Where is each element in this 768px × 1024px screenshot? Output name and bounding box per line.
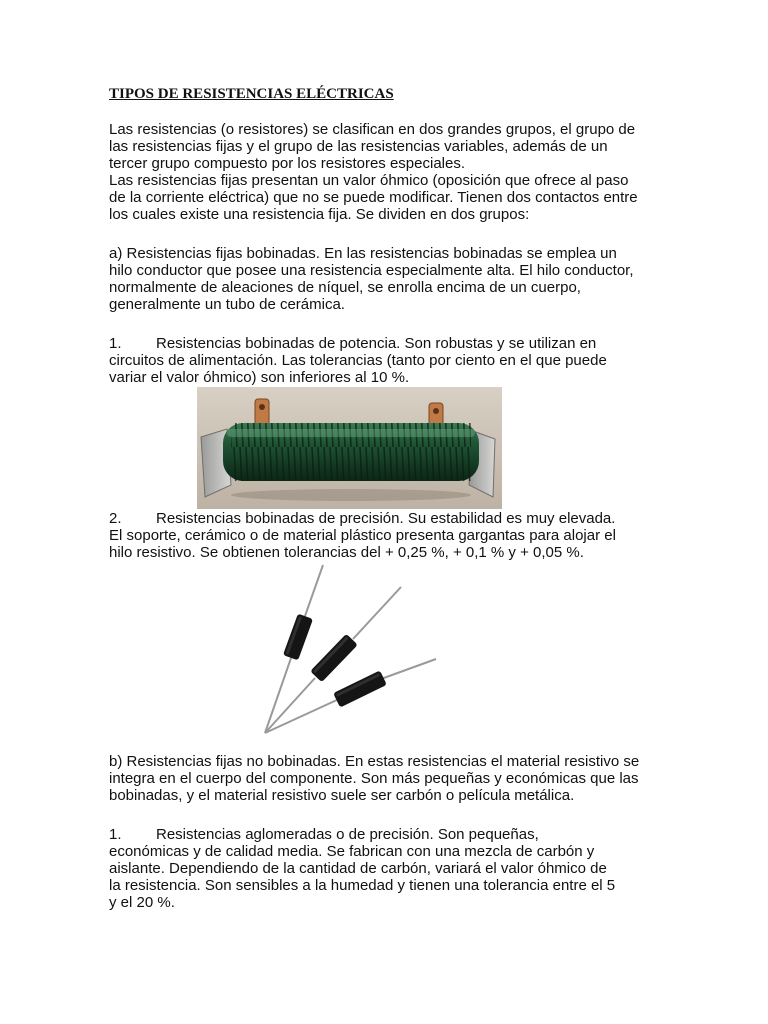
list-number: 2.: [109, 510, 122, 527]
text-line: bobinadas, y el material resistivo suele ser carbón o película metálica.: [109, 787, 575, 804]
text-line: [109, 510, 669, 527]
text-line: de la corriente eléctrica) que no se puede modificar. Tienen dos contactos entre: [109, 189, 638, 206]
power-resistor-icon: [197, 387, 502, 509]
list-number: 1.: [109, 335, 122, 352]
text-line-content: Resistencias aglomeradas o de precisión. Son pequeñas,: [156, 826, 539, 843]
text-line: Las resistencias fijas presentan un valor óhmico (oposición que ofrece al paso: [109, 172, 629, 189]
section-a-paragraph: [109, 245, 669, 313]
text-line-content: Resistencias bobinadas de potencia. Son robustas y se utilizan en: [156, 335, 597, 352]
text-line: variar el valor óhmico) son inferiores al 10 %.: [109, 369, 410, 386]
text-line: [109, 335, 669, 352]
text-line: las resistencias fijas y el grupo de las resistencias variables, además de un: [109, 138, 608, 155]
item-b1-paragraph: [109, 826, 669, 911]
text-line: la resistencia. Son sensibles a la humedad y tienen una tolerancia entre el 5: [109, 877, 616, 894]
text-line: los cuales existe una resistencia fija. Se dividen en dos grupos:: [109, 206, 530, 223]
text-line: normalmente de aleaciones de níquel, se enrolla encima de un cuerpo,: [109, 279, 581, 296]
text-line: [109, 826, 669, 843]
text-line: b) Resistencias fijas no bobinadas. En estas resistencias el material resistivo se: [109, 753, 640, 770]
text-line: hilo conductor que posee una resistencia especialmente alta. El hilo conductor,: [109, 262, 634, 279]
text-line: a) Resistencias fijas bobinadas. En las resistencias bobinadas se emplea un: [109, 245, 617, 262]
text-line: aislante. Dependiendo de la cantidad de carbón, variará el valor óhmico de: [109, 860, 607, 877]
text-line: tercer grupo compuesto por los resistores especiales.: [109, 155, 466, 172]
text-line-content: Resistencias bobinadas de precisión. Su estabilidad es muy elevada.: [156, 510, 616, 527]
intro-paragraph: [109, 121, 669, 223]
text-line: El soporte, cerámico o de material plástico presenta gargantas para alojar el: [109, 527, 616, 544]
text-line: generalmente un tubo de cerámica.: [109, 296, 345, 313]
power-wirewound-resistor-photo: [197, 387, 502, 509]
text-line: y el 20 %.: [109, 894, 175, 911]
text-line: circuitos de alimentación. Las tolerancias (tanto por ciento en el que puede: [109, 352, 607, 369]
text-line: Las resistencias (o resistores) se clasifican en dos grandes grupos, el grupo de: [109, 121, 636, 138]
text-line: hilo resistivo. Se obtienen tolerancias del + 0,25 %, + 0,1 % y + 0,05 %.: [109, 544, 584, 561]
page-title: TIPOS DE RESISTENCIAS ELÉCTRICAS: [109, 86, 394, 102]
precision-resistors-photo: [253, 563, 438, 738]
item-a1-paragraph: [109, 335, 669, 386]
precision-resistors-icon: [253, 563, 438, 738]
text-line: económicas y de calidad media. Se fabrican con una mezcla de carbón y: [109, 843, 595, 860]
list-number: 1.: [109, 826, 122, 843]
section-b-paragraph: [109, 753, 669, 804]
text-line: integra en el cuerpo del componente. Son más pequeñas y económicas que las: [109, 770, 639, 787]
item-a2-paragraph: [109, 510, 669, 561]
